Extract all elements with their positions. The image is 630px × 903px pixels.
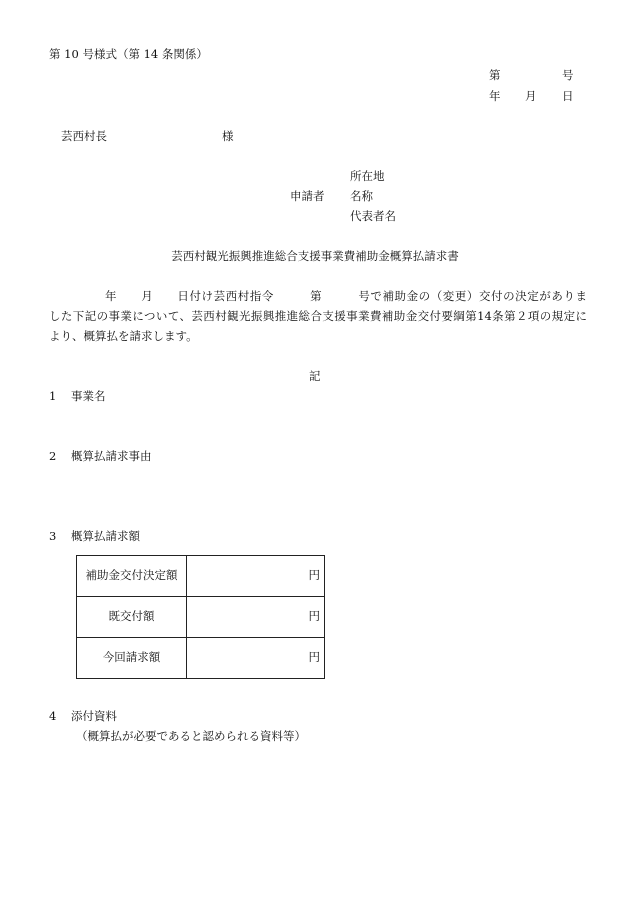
body-line-2: した下記の事業について、芸西村観光振興推進総合支援事業費補助金交付要綱第14条第２項の規定に [49,309,587,323]
section-4-note: （概算払が必要であると認められる資料等） [76,729,306,743]
amount-label: 今回請求額 [77,638,187,679]
section-1-number: 1 [49,389,57,403]
section-4-number: 4 [49,709,57,723]
applicant-label: 申請者 [290,189,325,203]
section-1-title: 事業名 [71,389,106,403]
section-2-number: 2 [49,449,57,463]
doc-date-month: 月 [525,89,537,103]
ki-heading: 記 [309,369,321,383]
addressee-name: 芸西村長 [61,129,107,143]
doc-number-go: 号 [562,68,574,82]
section-2-title: 概算払請求事由 [71,449,152,463]
amount-value-cell [187,638,325,679]
amount-label: 補助金交付決定額 [77,556,187,597]
document-title: 芸西村観光振興推進総合支援事業費補助金概算払請求書 [171,249,459,263]
yen-unit: 円 [308,609,320,624]
form-number: 第 10 号様式（第 14 条関係） [49,47,208,61]
section-3-number: 3 [49,529,57,543]
applicant-address-label: 所在地 [350,169,385,183]
table-row [77,638,325,679]
table-row [77,556,325,597]
addressee-honorific: 様 [222,129,234,143]
section-4-title: 添付資料 [71,709,117,723]
applicant-name-label: 名称 [350,189,373,203]
amount-value-cell [187,556,325,597]
section-3-title: 概算払請求額 [71,529,140,543]
amount-label: 既交付額 [77,597,187,638]
body-line-3: より、概算払を請求します。 [49,329,198,343]
doc-date-year: 年 [489,89,501,103]
yen-unit: 円 [308,650,320,665]
yen-unit: 円 [308,568,320,583]
amount-table [76,555,325,679]
applicant-representative-label: 代表者名 [350,209,396,223]
doc-date-day: 日 [562,89,574,103]
amount-value-cell [187,597,325,638]
body-paragraph [49,286,587,346]
table-row [77,597,325,638]
doc-number-dai: 第 [489,68,501,82]
body-line-1: 年 月 日付け芸西村指令 第 号で補助金の（変更）交付の決定がありま [105,289,587,303]
